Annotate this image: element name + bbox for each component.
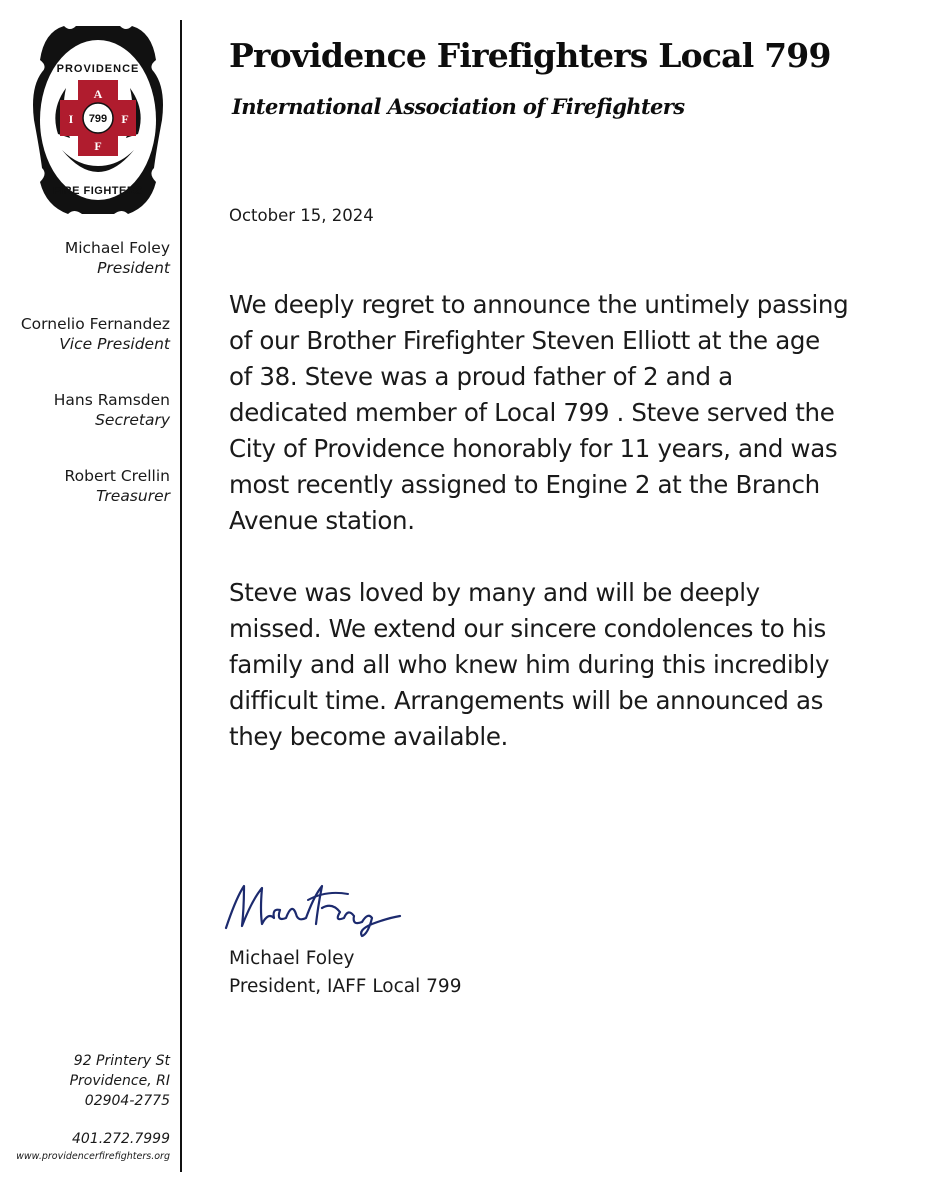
officer-entry xyxy=(21,314,170,354)
letter-paragraph: We deeply regret to announce the untimely passing of our Brother Firefighter Steven Elliott at the age of 38. Steve was a proud father of 2 and a dedicated member of Local 799 . Steve served the City of Providence honorably for 11 years, and was most recently assigned to Engine 2 at the Branch Avenue station. xyxy=(229,290,849,535)
logo-letter-left: I xyxy=(68,112,74,126)
logo-number: 799 xyxy=(88,113,108,125)
letter-paragraph: Steve was loved by many and will be deeply missed. We extend our sincere condolences to his family and all who knew him during this incredibly difficult time. Arrangements will be announced as they become available. xyxy=(229,578,830,751)
logo-letter-top: A xyxy=(93,87,103,101)
officer-role: Treasurer xyxy=(96,487,170,505)
address-block xyxy=(16,1051,170,1165)
officer-list xyxy=(21,238,170,542)
letter-body xyxy=(229,287,849,791)
officer-name: Cornelio Fernandez xyxy=(20,315,170,333)
logo-top-text: PROVIDENCE xyxy=(56,63,140,75)
officer-entry xyxy=(21,238,170,278)
handwritten-signature xyxy=(222,878,412,938)
officer-name: Robert Crellin xyxy=(64,467,170,485)
officer-role: Vice President xyxy=(59,335,170,353)
officer-entry xyxy=(21,466,170,506)
officer-name: Hans Ramsden xyxy=(53,391,170,409)
letterhead-subtitle: International Association of Firefighters xyxy=(232,94,685,119)
letterhead-title: Providence Firefighters Local 799 xyxy=(229,36,831,75)
officer-entry xyxy=(21,390,170,430)
address-website: www.providencerfirefighters.org xyxy=(16,1151,170,1162)
sidebar-divider xyxy=(180,20,182,1172)
signer-name: Michael Foley xyxy=(229,948,355,969)
address-phone: 401.272.7999 xyxy=(72,1131,170,1147)
logo-letter-bottom: F xyxy=(94,139,102,153)
letter-date: October 15, 2024 xyxy=(229,206,374,225)
address-city: Providence, RI xyxy=(69,1073,170,1089)
address-zip: 02904-2775 xyxy=(84,1093,170,1109)
officer-name: Michael Foley xyxy=(64,239,170,257)
logo-letter-right: F xyxy=(121,112,129,126)
address-street: 92 Printery St xyxy=(73,1053,170,1069)
logo-bottom-text: FIRE FIGHTERS xyxy=(52,185,144,197)
officer-role: Secretary xyxy=(95,411,170,429)
signer-title: President, IAFF Local 799 xyxy=(229,976,462,997)
officer-role: President xyxy=(97,259,170,277)
union-logo xyxy=(26,22,170,218)
